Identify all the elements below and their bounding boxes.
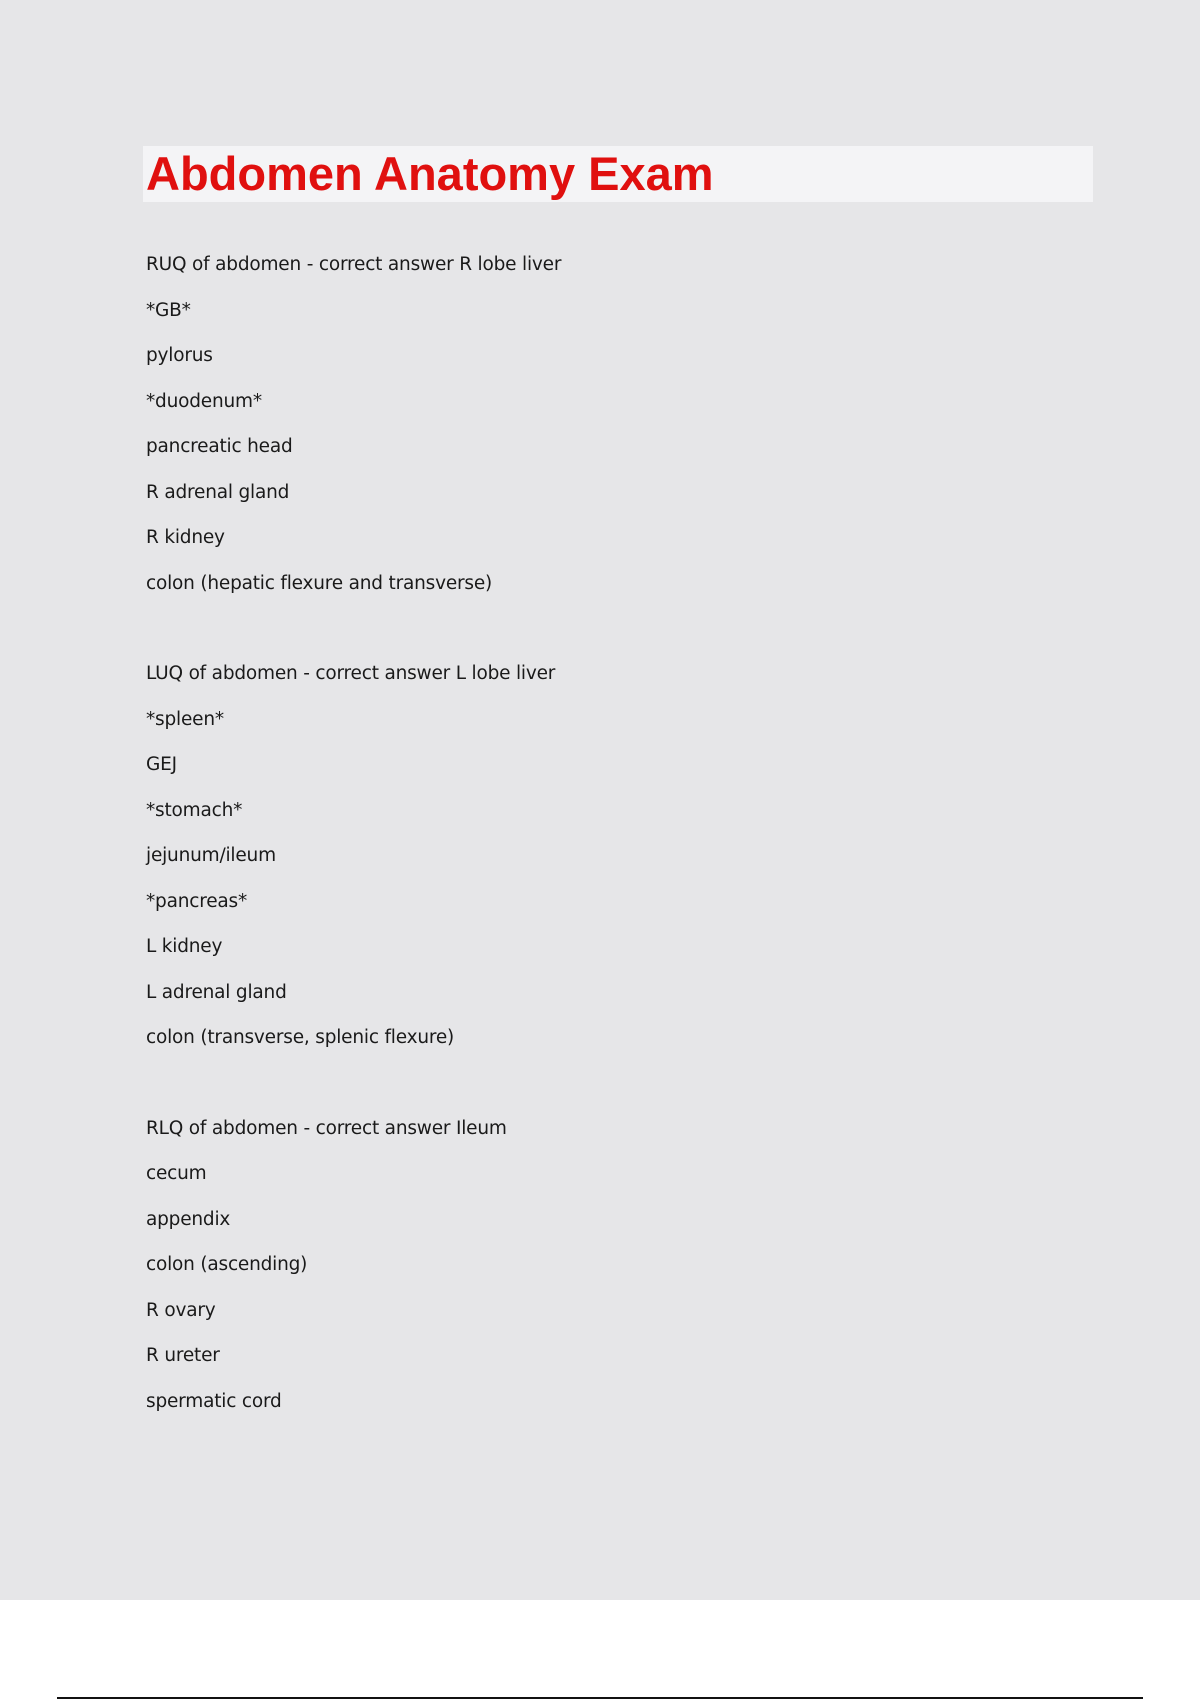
list-item: appendix bbox=[146, 1208, 231, 1230]
list-item: cecum bbox=[146, 1163, 207, 1184]
list-item: jejunum/ileum bbox=[146, 845, 276, 866]
section-ruq bbox=[146, 242, 1046, 606]
list-item: R ovary bbox=[146, 1299, 216, 1321]
section-heading: RLQ of abdomen - correct answer Ileum bbox=[146, 1117, 507, 1139]
page-title: Abdomen Anatomy Exam bbox=[146, 147, 714, 200]
section-rlq bbox=[146, 1106, 1046, 1425]
list-item: GEJ bbox=[146, 754, 177, 775]
list-item: pylorus bbox=[146, 345, 213, 366]
list-item: *spleen* bbox=[146, 708, 224, 730]
list-item: *GB* bbox=[146, 299, 191, 321]
list-item: R kidney bbox=[146, 527, 225, 548]
list-item: pancreatic head bbox=[146, 436, 293, 457]
list-item: R ureter bbox=[146, 1345, 220, 1366]
section-luq bbox=[146, 651, 1046, 1061]
list-item: spermatic cord bbox=[146, 1390, 282, 1412]
list-item: *pancreas* bbox=[146, 890, 248, 912]
document-body bbox=[146, 242, 1046, 1469]
list-item: colon (transverse, splenic flexure) bbox=[146, 1027, 455, 1048]
list-item: *duodenum* bbox=[146, 390, 262, 412]
list-item: colon (ascending) bbox=[146, 1254, 308, 1275]
list-item: R adrenal gland bbox=[146, 481, 290, 503]
section-heading: RUQ of abdomen - correct answer R lobe liver bbox=[146, 254, 562, 275]
section-heading: LUQ of abdomen - correct answer L lobe liver bbox=[146, 663, 556, 684]
footer-divider bbox=[57, 1697, 1143, 1699]
list-item: *stomach* bbox=[146, 799, 243, 821]
list-item: colon (hepatic flexure and transverse) bbox=[146, 572, 493, 594]
list-item: L adrenal gland bbox=[146, 981, 287, 1003]
list-item: L kidney bbox=[146, 936, 223, 957]
